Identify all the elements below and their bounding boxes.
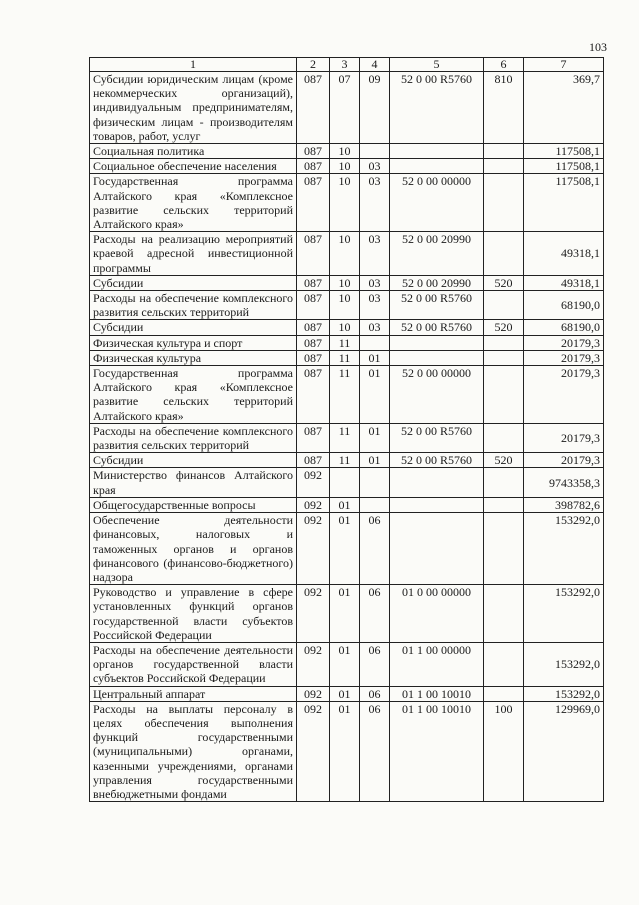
amount-value: 153292,0 (524, 642, 604, 686)
expense-type-code (484, 159, 524, 174)
ministry-code: 087 (297, 453, 330, 468)
ministry-code: 092 (297, 468, 330, 497)
section-code: 10 (330, 232, 360, 276)
ministry-code: 087 (297, 159, 330, 174)
expense-type-code (484, 144, 524, 159)
row-name: Общегосударственные вопросы (90, 497, 297, 512)
ministry-code: 092 (297, 585, 330, 643)
section-code: 11 (330, 423, 360, 452)
amount-value: 20179,3 (524, 335, 604, 350)
amount-value: 153292,0 (524, 513, 604, 585)
budget-table (89, 57, 604, 802)
section-code: 11 (330, 366, 360, 424)
expense-type-code (484, 291, 524, 320)
section-code: 11 (330, 335, 360, 350)
table-row (90, 232, 604, 276)
amount-value: 20179,3 (524, 453, 604, 468)
table-row (90, 366, 604, 424)
subsection-code: 03 (360, 291, 390, 320)
table-row (90, 291, 604, 320)
section-code: 10 (330, 291, 360, 320)
amount-value: 117508,1 (524, 159, 604, 174)
table-row (90, 642, 604, 686)
expense-type-code: 100 (484, 701, 524, 801)
table-row (90, 144, 604, 159)
subsection-code (360, 468, 390, 497)
subsection-code: 06 (360, 701, 390, 801)
amount-value: 20179,3 (524, 350, 604, 365)
row-name: Субсидии (90, 275, 297, 290)
target-article-code: 52 0 00 R5760 (390, 423, 484, 452)
subsection-code: 06 (360, 513, 390, 585)
subsection-code: 03 (360, 232, 390, 276)
ministry-code: 087 (297, 72, 330, 144)
subsection-code: 06 (360, 585, 390, 643)
expense-type-code (484, 366, 524, 424)
column-header: 7 (524, 58, 604, 72)
target-article-code (390, 350, 484, 365)
ministry-code: 087 (297, 320, 330, 335)
section-code: 11 (330, 453, 360, 468)
ministry-code: 092 (297, 642, 330, 686)
section-code: 01 (330, 701, 360, 801)
target-article-code: 01 1 00 00000 (390, 642, 484, 686)
page-number: 103 (589, 40, 607, 54)
target-article-code: 52 0 00 20990 (390, 275, 484, 290)
table-row (90, 159, 604, 174)
section-code: 01 (330, 513, 360, 585)
table-row (90, 423, 604, 452)
row-name: Расходы на реализацию мероприятий краевой адресной инвестиционной программы (90, 232, 297, 276)
amount-value: 20179,3 (524, 366, 604, 424)
subsection-code: 03 (360, 275, 390, 290)
table-row (90, 585, 604, 643)
ministry-code: 092 (297, 686, 330, 701)
section-code: 10 (330, 144, 360, 159)
subsection-code: 06 (360, 642, 390, 686)
subsection-code: 03 (360, 159, 390, 174)
target-article-code (390, 159, 484, 174)
expense-type-code (484, 686, 524, 701)
column-header: 4 (360, 58, 390, 72)
section-code: 01 (330, 686, 360, 701)
target-article-code: 52 0 00 R5760 (390, 453, 484, 468)
target-article-code: 52 0 00 R5760 (390, 320, 484, 335)
subsection-code: 01 (360, 453, 390, 468)
ministry-code: 087 (297, 174, 330, 232)
amount-value: 398782,6 (524, 497, 604, 512)
table-row (90, 701, 604, 801)
section-code: 07 (330, 72, 360, 144)
section-code (330, 468, 360, 497)
expense-type-code: 520 (484, 453, 524, 468)
row-name: Руководство и управление в сфере установленных функций органов государственной власти субъектов Российской Федерации (90, 585, 297, 643)
target-article-code (390, 144, 484, 159)
expense-type-code (484, 497, 524, 512)
ministry-code: 087 (297, 275, 330, 290)
column-header: 6 (484, 58, 524, 72)
subsection-code: 03 (360, 320, 390, 335)
ministry-code: 087 (297, 366, 330, 424)
ministry-code: 087 (297, 423, 330, 452)
row-name: Расходы на обеспечение комплексного развития сельских территорий (90, 291, 297, 320)
row-name: Субсидии юридическим лицам (кроме некоммерческих организаций), индивидуальным предпринимателям, физическим лицам - производителям товаров, работ, услуг (90, 72, 297, 144)
amount-value: 9743358,3 (524, 468, 604, 497)
amount-value: 20179,3 (524, 423, 604, 452)
row-name: Физическая культура и спорт (90, 335, 297, 350)
expense-type-code: 520 (484, 320, 524, 335)
expense-type-code (484, 174, 524, 232)
row-name: Расходы на обеспечение деятельности органов государственной власти субъектов Российской Федерации (90, 642, 297, 686)
ministry-code: 092 (297, 513, 330, 585)
subsection-code: 01 (360, 366, 390, 424)
row-name: Расходы на выплаты персоналу в целях обеспечения выполнения функций государственными (муниципальными) органами, казенными учреждениями, органами управления государственными внебюджетными фондами (90, 701, 297, 801)
ministry-code: 092 (297, 497, 330, 512)
amount-value: 153292,0 (524, 686, 604, 701)
target-article-code (390, 335, 484, 350)
table-row (90, 513, 604, 585)
amount-value: 117508,1 (524, 144, 604, 159)
ministry-code: 087 (297, 232, 330, 276)
subsection-code: 03 (360, 174, 390, 232)
target-article-code (390, 513, 484, 585)
section-code: 01 (330, 585, 360, 643)
row-name: Субсидии (90, 320, 297, 335)
expense-type-code (484, 423, 524, 452)
target-article-code: 52 0 00 00000 (390, 366, 484, 424)
expense-type-code: 810 (484, 72, 524, 144)
ministry-code: 087 (297, 291, 330, 320)
expense-type-code (484, 585, 524, 643)
target-article-code (390, 497, 484, 512)
ministry-code: 087 (297, 335, 330, 350)
subsection-code (360, 335, 390, 350)
amount-value: 49318,1 (524, 275, 604, 290)
target-article-code: 01 1 00 10010 (390, 701, 484, 801)
expense-type-code: 520 (484, 275, 524, 290)
section-code: 10 (330, 275, 360, 290)
target-article-code (390, 468, 484, 497)
section-code: 10 (330, 159, 360, 174)
row-name: Расходы на обеспечение комплексного развития сельских территорий (90, 423, 297, 452)
section-code: 01 (330, 497, 360, 512)
subsection-code: 09 (360, 72, 390, 144)
table-row (90, 320, 604, 335)
row-name: Социальное обеспечение населения (90, 159, 297, 174)
amount-value: 117508,1 (524, 174, 604, 232)
ministry-code: 087 (297, 350, 330, 365)
expense-type-code (484, 468, 524, 497)
target-article-code: 01 0 00 00000 (390, 585, 484, 643)
table-row (90, 497, 604, 512)
table-row (90, 174, 604, 232)
section-code: 10 (330, 320, 360, 335)
subsection-code: 06 (360, 686, 390, 701)
target-article-code: 52 0 00 R5760 (390, 291, 484, 320)
table-row (90, 350, 604, 365)
subsection-code: 01 (360, 423, 390, 452)
row-name: Государственная программа Алтайского края «Комплексное развитие сельских территорий Алтайского края» (90, 366, 297, 424)
amount-value: 369,7 (524, 72, 604, 144)
expense-type-code (484, 335, 524, 350)
amount-value: 49318,1 (524, 232, 604, 276)
table-row (90, 335, 604, 350)
column-header: 5 (390, 58, 484, 72)
target-article-code: 01 1 00 10010 (390, 686, 484, 701)
column-header: 3 (330, 58, 360, 72)
table-header-row (90, 58, 604, 72)
expense-type-code (484, 513, 524, 585)
expense-type-code (484, 350, 524, 365)
column-header: 2 (297, 58, 330, 72)
amount-value: 153292,0 (524, 585, 604, 643)
table-row (90, 72, 604, 144)
target-article-code: 52 0 00 00000 (390, 174, 484, 232)
amount-value: 68190,0 (524, 320, 604, 335)
row-name: Субсидии (90, 453, 297, 468)
table-row (90, 686, 604, 701)
row-name: Государственная программа Алтайского края «Комплексное развитие сельских территорий Алтайского края» (90, 174, 297, 232)
target-article-code: 52 0 00 R5760 (390, 72, 484, 144)
subsection-code (360, 497, 390, 512)
row-name: Обеспечение деятельности финансовых, налоговых и таможенных органов и органов финансового (финансово-бюджетного) надзора (90, 513, 297, 585)
table-row (90, 453, 604, 468)
target-article-code: 52 0 00 20990 (390, 232, 484, 276)
column-header: 1 (90, 58, 297, 72)
expense-type-code (484, 642, 524, 686)
subsection-code (360, 144, 390, 159)
table-row (90, 468, 604, 497)
expense-type-code (484, 232, 524, 276)
row-name: Социальная политика (90, 144, 297, 159)
section-code: 11 (330, 350, 360, 365)
section-code: 10 (330, 174, 360, 232)
amount-value: 129969,0 (524, 701, 604, 801)
row-name: Центральный аппарат (90, 686, 297, 701)
section-code: 01 (330, 642, 360, 686)
table-row (90, 275, 604, 290)
row-name: Физическая культура (90, 350, 297, 365)
amount-value: 68190,0 (524, 291, 604, 320)
subsection-code: 01 (360, 350, 390, 365)
row-name: Министерство финансов Алтайского края (90, 468, 297, 497)
ministry-code: 092 (297, 701, 330, 801)
ministry-code: 087 (297, 144, 330, 159)
